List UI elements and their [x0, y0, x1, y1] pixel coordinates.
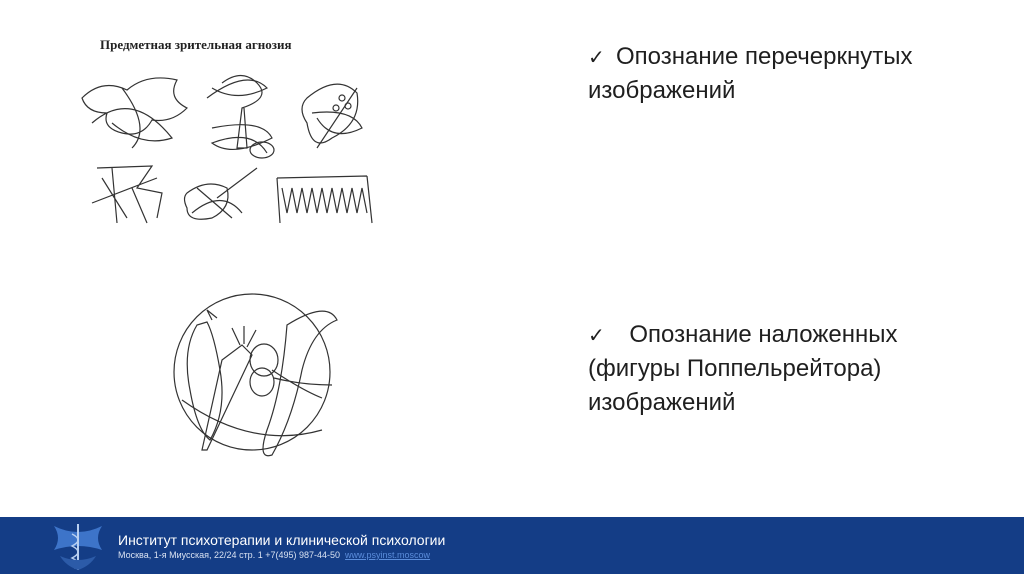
- bullet-text-line1: Опознание перечеркнутых: [616, 43, 913, 70]
- crossed-images-drawing: [72, 28, 382, 238]
- bullet-text-line1: Опознание наложенных: [629, 321, 898, 348]
- bullet-crossed-images: [588, 40, 998, 108]
- check-icon: ✓: [588, 45, 605, 69]
- overlapping-figures-drawing: [152, 290, 357, 465]
- bullet-text-line2: (фигуры Поппельрейтора): [588, 355, 882, 382]
- bullet-text-line3: изображений: [588, 389, 736, 416]
- bullet-overlapping-images: [588, 318, 998, 420]
- institute-name: Институт психотерапии и клинической психологии: [118, 532, 446, 548]
- bullet-text-line2: изображений: [588, 77, 736, 104]
- crossed-images-figure: [72, 28, 382, 238]
- institute-logo-icon: [50, 520, 106, 572]
- institute-address: [118, 550, 430, 560]
- check-icon: ✓: [588, 323, 605, 347]
- address-text: Москва, 1-я Миусская, 22/24 стр. 1 +7(495) 987-44-50: [118, 550, 341, 560]
- figure-title: Предметная зрительная агнозия: [100, 37, 292, 52]
- website-link[interactable]: www.psyinst.moscow: [345, 550, 431, 560]
